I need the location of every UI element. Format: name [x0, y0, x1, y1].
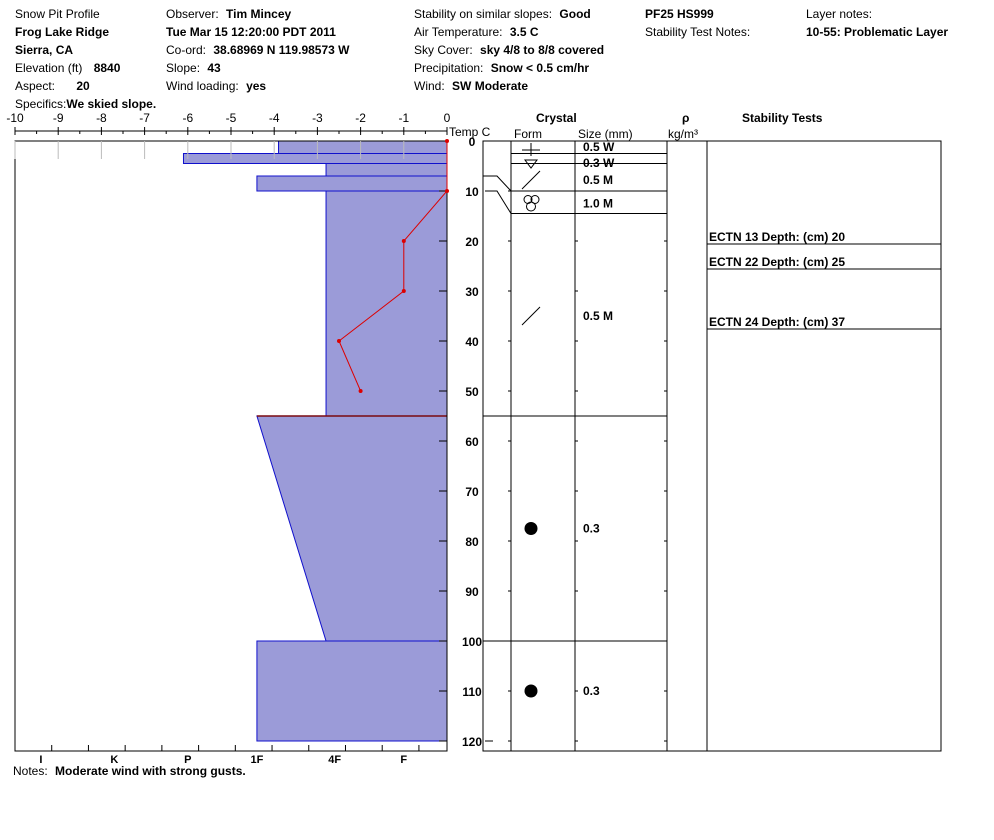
observer-label: Observer: — [166, 7, 219, 21]
coord-value: 38.68969 N 119.98573 W — [213, 43, 350, 57]
temp-tick-label: -7 — [139, 111, 150, 125]
temp-tick-label: -10 — [6, 111, 24, 125]
density-unit-header: kg/m³ — [668, 127, 698, 141]
hardness-label: P — [184, 754, 192, 766]
depth-tick-label: 90 — [465, 585, 479, 599]
hardness-label: F — [400, 754, 408, 766]
hardness-profile — [183, 141, 447, 741]
depth-tick-label: 40 — [465, 335, 479, 349]
layer-notes-label: Layer notes: — [806, 7, 873, 21]
temp-tick-label: -9 — [52, 111, 64, 125]
crystal-size-label: 1.0 M — [583, 196, 614, 211]
elevation-value: 8840 — [93, 61, 121, 75]
wind-loading-value: yes — [246, 79, 267, 93]
hardness-layer — [183, 154, 447, 164]
depth-tick-label: 110 — [462, 685, 482, 699]
temp-tick-label: 0 — [443, 111, 451, 125]
air-temp-value: 3.5 C — [509, 25, 539, 39]
depth-tick-label: 60 — [465, 435, 479, 449]
temperature-point — [445, 189, 449, 193]
crystal-size-label: 0.3 — [583, 684, 600, 698]
depth-tick-label: 80 — [465, 535, 479, 549]
rounded-grain-icon — [525, 685, 538, 698]
depth-tick-label: 50 — [465, 385, 479, 399]
aspect-value: 20 — [76, 79, 90, 93]
wind-loading-label: Wind loading: — [166, 79, 239, 93]
temp-tick-label: -1 — [398, 111, 410, 125]
form-header: Form — [514, 127, 542, 141]
crystal-table — [483, 140, 941, 751]
temperature-point — [445, 139, 449, 143]
temp-tick-label: -8 — [96, 111, 107, 125]
hardness-label: I — [39, 754, 43, 766]
temperature-point — [402, 289, 406, 293]
rounded-grain-icon — [525, 522, 538, 535]
temp-tick-label: -3 — [312, 111, 323, 125]
region: Sierra, CA — [15, 43, 74, 57]
temperature-point — [359, 389, 363, 393]
coord-label: Co-ord: — [166, 43, 207, 57]
slope-value: 43 — [207, 61, 221, 75]
observer-value: Tim Mincey — [226, 7, 292, 21]
temperature-point — [402, 239, 406, 243]
crystal-size-label: 0.5 M — [583, 173, 614, 187]
stability-test-label: ECTN 13 Depth: (cm) 20 — [709, 230, 846, 244]
faceted-crystal-icon — [522, 171, 540, 189]
depth-tick-label: 20 — [465, 235, 479, 249]
hardness-layer — [326, 164, 447, 177]
depth-tick-label: 120 — [461, 735, 483, 749]
crystal-size-label: 0.3 — [583, 521, 600, 536]
air-temp-label: Air Temperature: — [414, 25, 503, 39]
depth-tick-label: 30 — [465, 285, 479, 299]
sky-value: sky 4/8 to 8/8 covered — [480, 43, 605, 57]
size-header: Size (mm) — [578, 127, 633, 141]
depth-tick-label: 100 — [461, 635, 483, 649]
sky-label: Sky Cover: — [414, 43, 473, 57]
notes-value: Moderate wind with strong gusts. — [55, 764, 246, 778]
stability-tests-header: Stability Tests — [742, 111, 823, 125]
temp-tick-label: -2 — [355, 111, 366, 125]
crystal-size-label: 0.3 W — [583, 156, 615, 170]
wind-label: Wind: — [414, 79, 445, 93]
pf-value: PF25 HS999 — [645, 7, 714, 21]
temperature-point — [337, 339, 341, 343]
stability-test-label: ECTN 24 Depth: (cm) 37 — [709, 315, 846, 329]
hardness-layer — [257, 641, 447, 741]
stability-test-label: ECTN 22 Depth: (cm) 25 — [709, 255, 846, 269]
hardness-layer — [257, 416, 447, 641]
stability-test-notes-label: Stability Test Notes: — [645, 25, 751, 39]
depth-tick-label: 0 — [468, 135, 476, 149]
hardness-label: K — [110, 754, 119, 766]
layer-connector — [485, 191, 511, 214]
datetime: Tue Mar 15 12:20:00 PDT 2011 — [166, 25, 336, 39]
hardness-layer — [279, 141, 447, 154]
hardness-label: 4F — [328, 754, 342, 766]
depth-tick-label: 10 — [465, 185, 479, 199]
layer-notes-value: 10-55: Problematic Layer — [806, 25, 949, 39]
wind-value: SW Moderate — [452, 79, 529, 93]
location: Frog Lake Ridge — [15, 25, 110, 39]
temp-axis-label: Temp C — [449, 125, 491, 139]
chart-title: Snow Pit Profile — [15, 7, 100, 21]
faceted-crystal-icon — [522, 307, 540, 325]
specifics-label: Specifics: — [15, 97, 67, 111]
notes-label: Notes: — [13, 764, 48, 778]
stability-value: Good — [559, 7, 591, 21]
hardness-label: 1F — [250, 754, 264, 766]
slope-label: Slope: — [166, 61, 201, 75]
layer-connector — [483, 176, 511, 191]
depth-tick-label: 70 — [465, 485, 479, 499]
hardness-layer — [326, 191, 447, 416]
temp-tick-label: -5 — [225, 111, 237, 125]
specifics-value: We skied slope. — [66, 97, 157, 111]
precip-value: Snow < 0.5 cm/hr — [490, 61, 590, 75]
rho-header: ρ — [682, 111, 690, 125]
hardness-layer — [257, 176, 447, 191]
stability-label: Stability on similar slopes: — [414, 7, 553, 21]
crystal-size-label: 0.5 M — [583, 309, 614, 323]
elevation-label: Elevation (ft) — [15, 61, 83, 75]
precip-label: Precipitation: — [414, 61, 484, 75]
graupel-icon — [527, 202, 536, 211]
temp-tick-label: -4 — [268, 111, 280, 125]
crystal-header: Crystal — [536, 111, 577, 125]
temp-tick-label: -6 — [182, 111, 194, 125]
crystal-size-label: 0.5 W — [583, 140, 615, 154]
aspect-label: Aspect: — [15, 79, 56, 93]
